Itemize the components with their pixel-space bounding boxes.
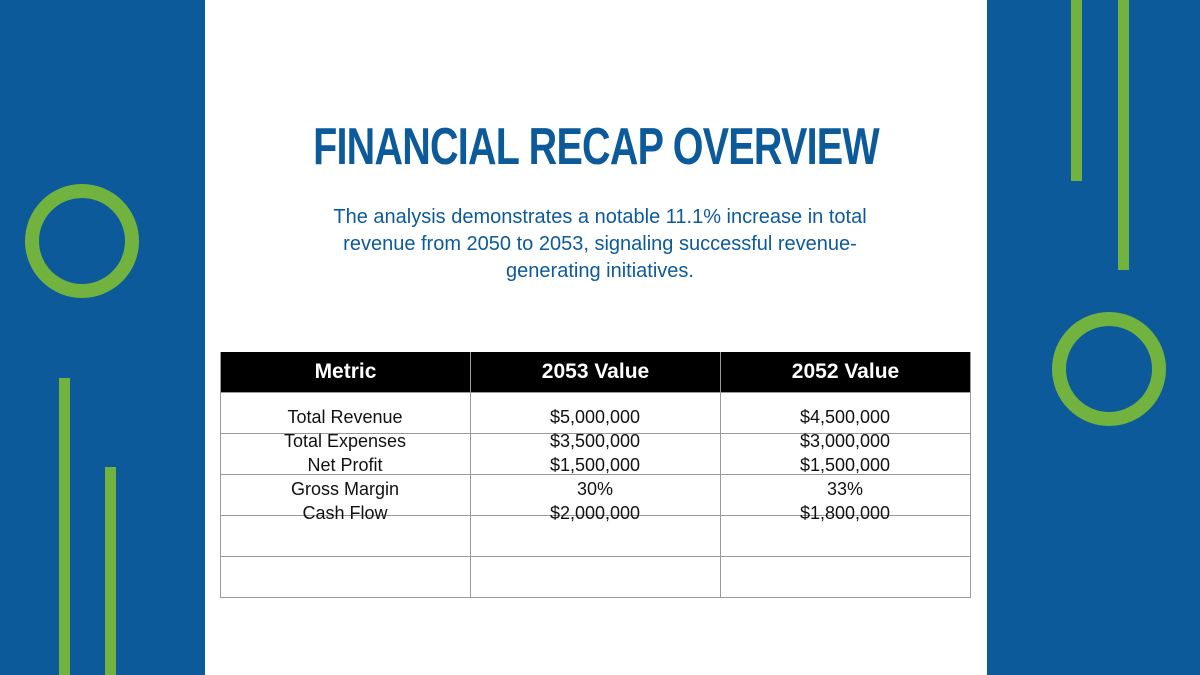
value-2053-gross-margin: 30%	[576, 479, 614, 499]
right-green-bar-2	[1118, 0, 1129, 270]
table-cell	[221, 557, 471, 598]
value-2053-total-expenses: $3,500,000	[549, 431, 641, 451]
metric-gross-margin: Gross Margin	[290, 479, 400, 499]
data-row-total-revenue	[220, 405, 971, 429]
value-2053-total-revenue: $5,000,000	[549, 407, 641, 427]
right-green-bar-1	[1071, 0, 1082, 181]
value-2052-cash-flow: $1,800,000	[799, 503, 891, 523]
data-row-cash-flow	[220, 501, 971, 525]
metric-total-revenue: Total Revenue	[287, 407, 403, 427]
value-2052-net-profit: $1,500,000	[799, 455, 891, 475]
table-cell	[721, 557, 971, 598]
header-2052-value: 2052 Value	[721, 352, 971, 393]
page-title: FINANCIAL RECAP OVERVIEW	[313, 118, 879, 176]
value-2052-gross-margin: 33%	[826, 479, 864, 499]
left-green-bar-1	[59, 378, 70, 675]
metric-net-profit: Net Profit	[307, 455, 383, 475]
left-green-ring	[25, 184, 139, 298]
header-metric: Metric	[221, 352, 471, 393]
value-2053-cash-flow: $2,000,000	[549, 503, 641, 523]
data-row-total-expenses	[220, 429, 971, 453]
left-blue-panel	[0, 0, 205, 675]
left-green-bar-2	[105, 467, 116, 675]
value-2053-net-profit: $1,500,000	[549, 455, 641, 475]
header-2053-value: 2053 Value	[471, 352, 721, 393]
value-2052-total-expenses: $3,000,000	[799, 431, 891, 451]
table-cell	[471, 557, 721, 598]
table-row	[221, 557, 971, 598]
right-green-ring	[1052, 312, 1166, 426]
value-2052-total-revenue: $4,500,000	[799, 407, 891, 427]
table-header-row	[221, 352, 971, 393]
data-row-gross-margin	[220, 477, 971, 501]
data-row-net-profit	[220, 453, 971, 477]
metric-cash-flow: Cash Flow	[302, 503, 388, 523]
table-values	[220, 405, 971, 525]
page-subtitle: The analysis demonstrates a notable 11.1% increase in total revenue from 2050 to 2053, signaling successful revenue-generating initiatives.	[333, 206, 867, 282]
metric-total-expenses: Total Expenses	[283, 431, 407, 451]
